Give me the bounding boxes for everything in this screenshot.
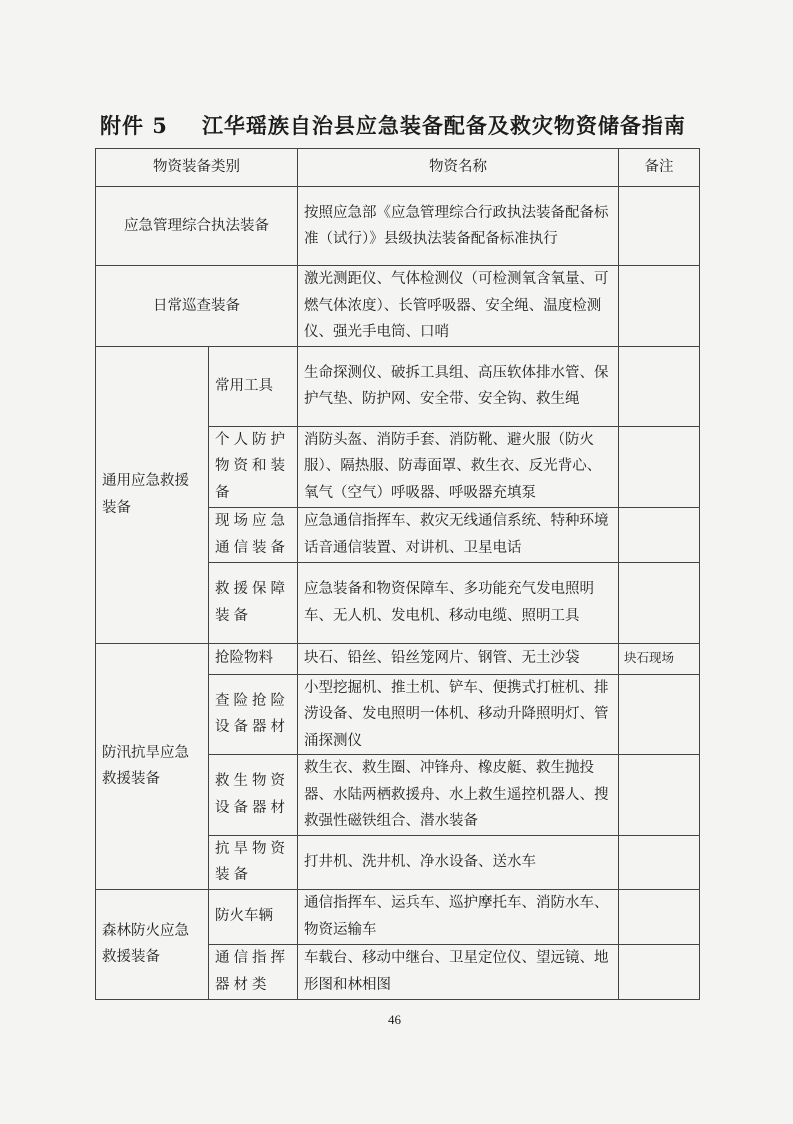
items-cell: 车载台、移动中继台、卫星定位仪、望远镜、地形图和林相图: [298, 944, 619, 999]
table-row: [96, 643, 700, 674]
subcategory-cell: 救生物资设备器材: [209, 755, 298, 836]
items-cell: 应急装备和物资保障车、多功能充气发电照明车、无人机、发电机、移动电缆、照明工具: [298, 562, 619, 643]
title-text: 江华瑶族自治县应急装备配备及救灾物资储备指南: [201, 113, 686, 138]
items-cell: 块石、铅丝、铅丝笼网片、钢管、无土沙袋: [298, 643, 619, 674]
subcategory-cell: 常用工具: [209, 346, 298, 426]
attachment-number: 附件 5: [100, 113, 168, 138]
subcategory-cell: 抗旱物资装备: [209, 835, 298, 889]
items-cell: 小型挖掘机、推土机、铲车、便携式打桩机、排涝设备、发电照明一体机、移动升降照明灯、管涌探测仪: [298, 674, 619, 755]
table-row: [96, 266, 700, 347]
category-cell: 日常巡查装备: [96, 266, 298, 347]
table-row: [96, 346, 700, 426]
items-cell: 通信指挥车、运兵车、巡护摩托车、消防水车、物资运输车: [298, 889, 619, 944]
equipment-table: [95, 148, 700, 1000]
note-cell: [619, 755, 700, 836]
subcategory-cell: 防火车辆: [209, 889, 298, 944]
items-cell: 消防头盔、消防手套、消防靴、避火服（防火服）、隔热服、防毒面罩、救生衣、反光背心、氧气（空气）呼吸器、呼吸器充填泵: [298, 426, 619, 507]
note-cell: [619, 562, 700, 643]
items-cell: 激光测距仪、气体检测仪（可检测氧含氧量、可燃气体浓度）、长管呼吸器、安全绳、温度检测仪、强光手电筒、口哨: [298, 266, 619, 347]
table-header-row: [96, 149, 700, 187]
note-cell: [619, 266, 700, 347]
header-items: 物资名称: [298, 149, 619, 187]
note-cell: [619, 507, 700, 562]
category-cell: 应急管理综合执法装备: [96, 187, 298, 266]
header-category: 物资装备类别: [96, 149, 298, 187]
subcategory-cell: 救援保障装备: [209, 562, 298, 643]
page-number: 46: [388, 1012, 401, 1027]
note-cell: [619, 426, 700, 507]
note-cell: [619, 187, 700, 266]
note-cell: [619, 889, 700, 944]
subcategory-cell: 查险抢险设备器材: [209, 674, 298, 755]
group-category-cell: 通用应急救援装备: [96, 346, 209, 643]
note-cell: [619, 674, 700, 755]
table-row: [96, 889, 700, 944]
document-title: [100, 110, 686, 140]
note-cell: 块石现场: [619, 643, 700, 674]
items-cell: 救生衣、救生圈、冲锋舟、橡皮艇、救生抛投器、水陆两栖救援舟、水上救生遥控机器人、搜救强性磁铁组合、潜水装备: [298, 755, 619, 836]
subcategory-cell: 个人防护物资和装备: [209, 426, 298, 507]
subcategory-cell: 现场应急通信装备: [209, 507, 298, 562]
subcategory-cell: 通信指挥器材类: [209, 944, 298, 999]
items-cell: 生命探测仪、破拆工具组、高压软体排水管、保护气垫、防护网、安全带、安全钩、救生绳: [298, 346, 619, 426]
group-category-cell: 森林防火应急救援装备: [96, 889, 209, 999]
items-cell: 按照应急部《应急管理综合行政执法装备配备标准（试行）》县级执法装备配备标准执行: [298, 187, 619, 266]
group-category-cell: 防汛抗旱应急救援装备: [96, 643, 209, 889]
note-cell: [619, 346, 700, 426]
items-cell: 打井机、洗井机、净水设备、送水车: [298, 835, 619, 889]
items-cell: 应急通信指挥车、救灾无线通信系统、特种环境话音通信装置、对讲机、卫星电话: [298, 507, 619, 562]
note-cell: [619, 944, 700, 999]
note-cell: [619, 835, 700, 889]
subcategory-cell: 抢险物料: [209, 643, 298, 674]
header-note: 备注: [619, 149, 700, 187]
table-row: [96, 187, 700, 266]
